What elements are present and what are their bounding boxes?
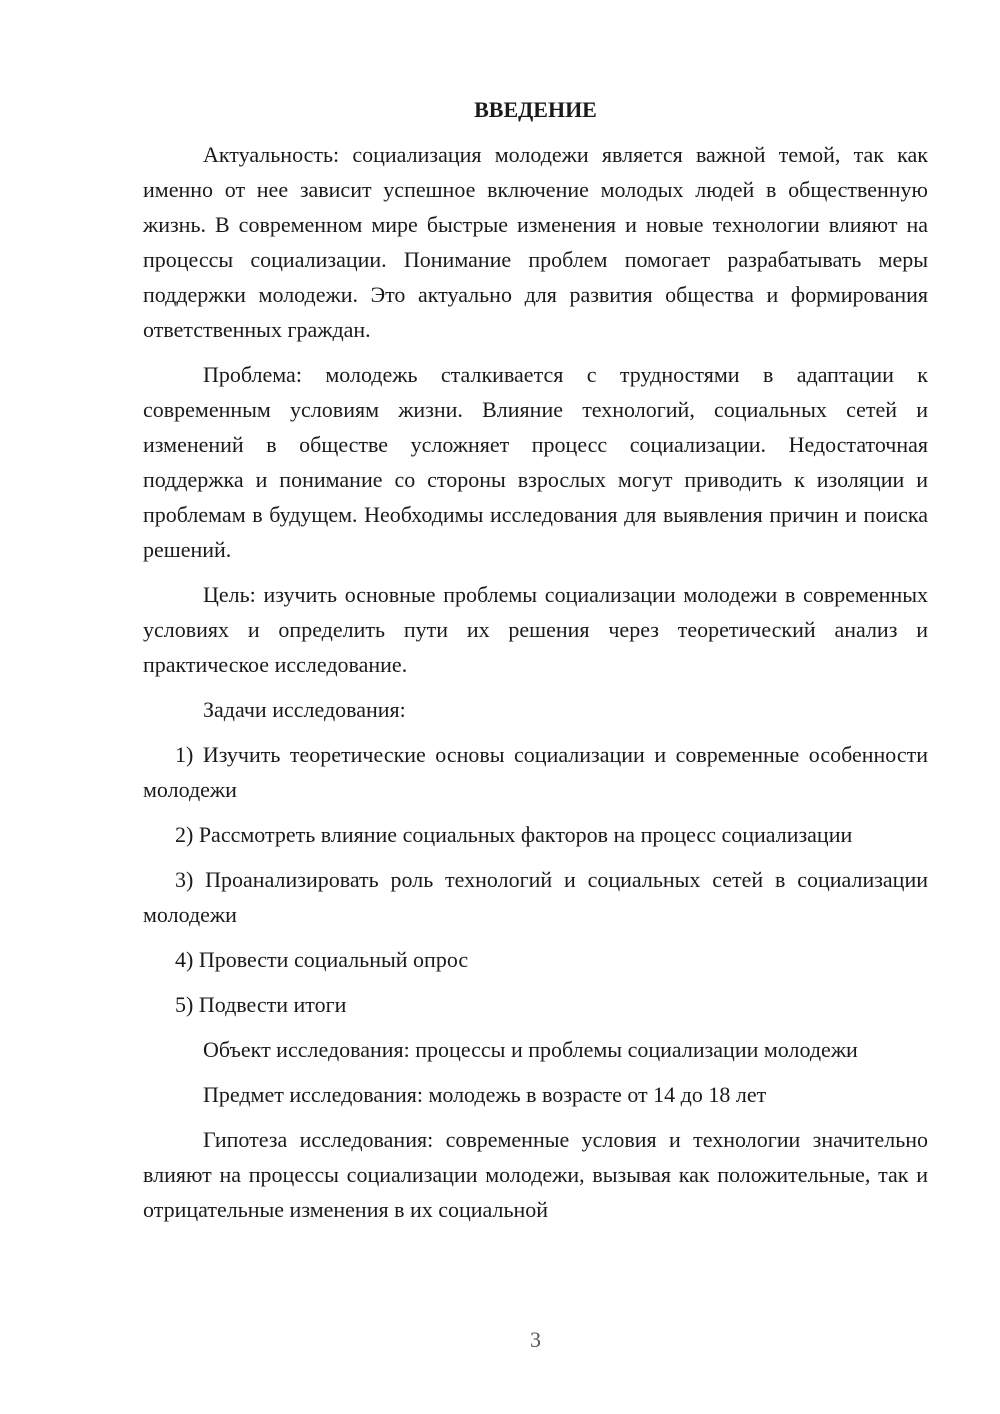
- task-item: 3) Проанализировать роль технологий и социальных сетей в социализации молодежи: [143, 867, 928, 927]
- task-item: 1) Изучить теоретические основы социализации и современные особенности молодежи: [143, 742, 928, 802]
- goal-paragraph: Цель: изучить основные проблемы социализации молодежи в современных условиях и определить пути их решения через теоретический анализ и практическое исследование.: [143, 582, 928, 677]
- hypothesis-paragraph: Гипотеза исследования: современные условия и технологии значительно влияют на процессы социализации молодежи, вызывая как положительные, так и отрицательные изменения в их социальной: [143, 1127, 928, 1222]
- page-title: ВВЕДЕНИЕ: [474, 97, 597, 122]
- page-number: 3: [530, 1327, 541, 1352]
- document-page: [143, 92, 928, 1227]
- tasks-heading: Задачи исследования:: [203, 697, 406, 722]
- task-item: 2) Рассмотреть влияние социальных факторов на процесс социализации: [175, 822, 853, 847]
- problem-paragraph: Проблема: молодежь сталкивается с трудностями в адаптации к современным условиям жизни. Влияние технологий, социальных сетей и изменений в обществе усложняет процесс социализации. Недостаточная поддержка и понимание со стороны взрослых могут приводить к изоляции и проблемам в будущем. Необходимы исследования для выявления причин и поиска решений.: [143, 362, 928, 562]
- subject-paragraph: Предмет исследования: молодежь в возрасте от 14 до 18 лет: [203, 1082, 767, 1107]
- task-item: 4) Провести социальный опрос: [175, 947, 469, 972]
- object-paragraph: Объект исследования: процессы и проблемы социализации молодежи: [203, 1037, 858, 1062]
- task-item: 5) Подвести итоги: [175, 992, 347, 1017]
- relevance-paragraph: Актуальность: социализация молодежи является важной темой, так как именно от нее зависит успешное включение молодых людей в общественную жизнь. В современном мире быстрые изменения и новые технологии влияют на процессы социализации. Понимание проблем помогает разрабатывать меры поддержки молодежи. Это актуально для развития общества и формирования ответственных граждан.: [143, 142, 928, 342]
